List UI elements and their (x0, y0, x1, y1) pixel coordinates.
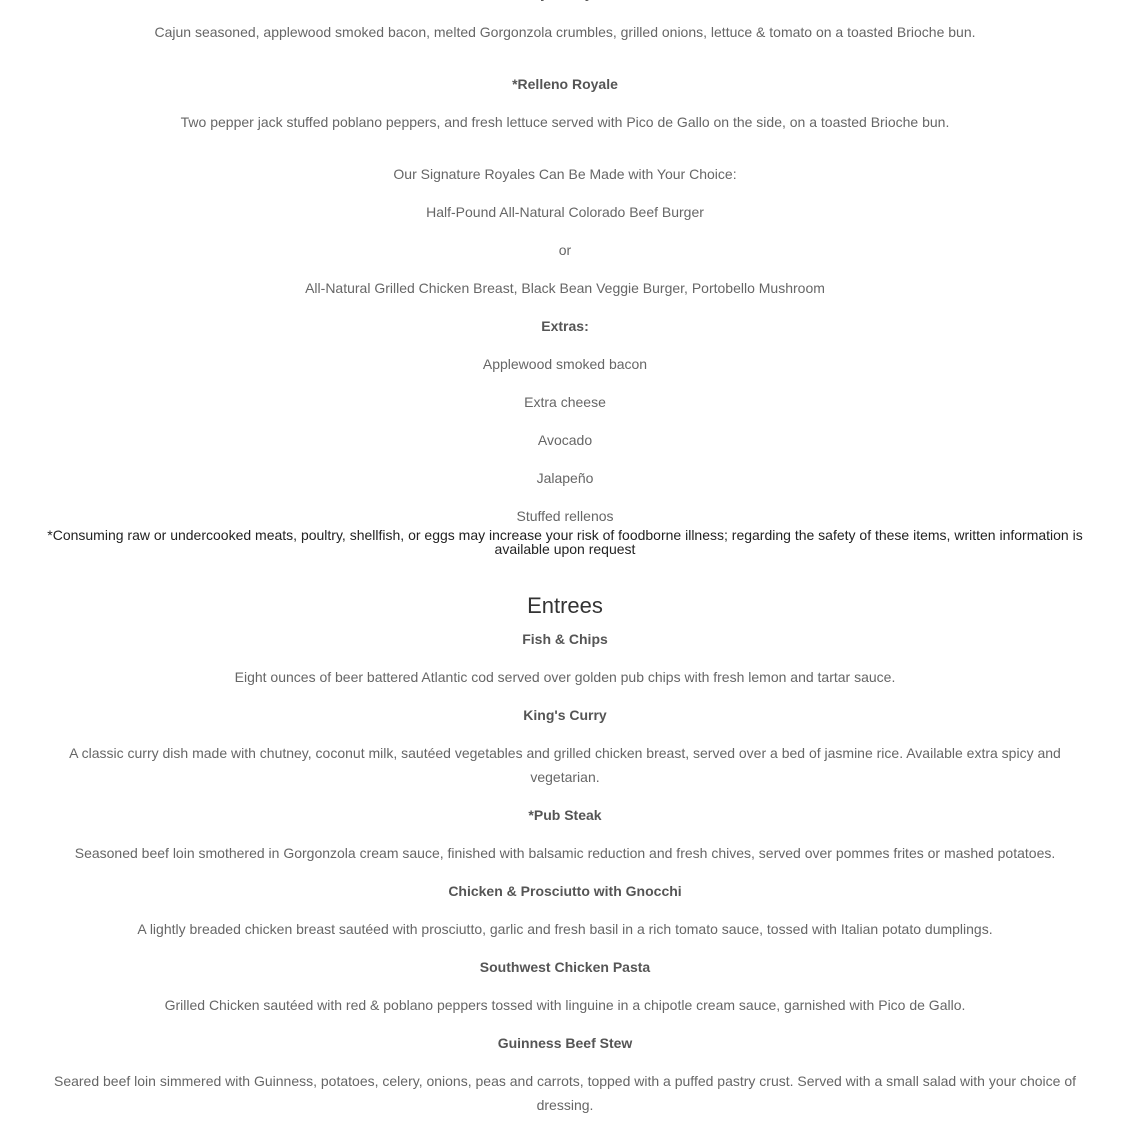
cajun-royale-description: Cajun seasoned, applewood smoked bacon, melted Gorgonzola crumbles, grilled onions, lettuce & tomato on a toasted Brioche bun. (154, 24, 976, 40)
entree-description: Grilled Chicken sautéed with red & poblano peppers tossed with linguine in a chipotle cream sauce, garnished with Pico de Gallo. (164, 997, 966, 1013)
relleno-royale-description: Two pepper jack stuffed poblano peppers, and fresh lettuce served with Pico de Gallo on the side, on a toasted Brioche bun. (180, 114, 950, 130)
relleno-royale-title: *Relleno Royale (512, 76, 618, 92)
choice-or: or (558, 242, 572, 258)
entree-description: Seasoned beef loin smothered in Gorgonzola cream sauce, finished with balsamic reduction and fresh chives, served over pommes frites or mashed potatoes. (74, 845, 1056, 861)
extra-item: Avocado (537, 432, 593, 448)
choice-other-proteins: All-Natural Grilled Chicken Breast, Black Bean Veggie Burger, Portobello Mushroom (305, 280, 825, 296)
entree-title-guinness-beef-stew: Guinness Beef Stew (497, 1035, 633, 1051)
extra-item: Jalapeño (536, 470, 594, 486)
entree-title-kings-curry: King's Curry (523, 707, 607, 723)
cajun-royale-title (0, 0, 1130, 5)
extra-item: Stuffed rellenos (516, 508, 614, 524)
extra-item: Applewood smoked bacon (482, 356, 648, 372)
extra-item: Extra cheese (524, 394, 606, 410)
entree-description-continued: vegetarian. (530, 769, 600, 785)
entree-description: A lightly breaded chicken breast sautéed with prosciutto, garlic and fresh basil in a rich tomato sauce, tossed with Italian potato dumplings. (137, 921, 993, 937)
entrees-heading: Entrees (527, 593, 603, 618)
entree-description: Seared beef loin simmered with Guinness, potatoes, celery, onions, peas and carrots, topped with a puffed pastry crust. Served with a small salad with your choice of (53, 1073, 1076, 1089)
entree-description-continued: dressing. (536, 1097, 594, 1113)
signature-royales-intro: Our Signature Royales Can Be Made with Your Choice: (393, 166, 737, 182)
entree-description: Eight ounces of beer battered Atlantic cod served over golden pub chips with fresh lemon and tartar sauce. (234, 669, 896, 685)
entree-title-chicken-prosciutto-gnocchi: Chicken & Prosciutto with Gnocchi (448, 883, 682, 899)
entree-title-fish-and-chips: Fish & Chips (522, 631, 608, 647)
entree-title-southwest-chicken-pasta: Southwest Chicken Pasta (479, 959, 651, 975)
choice-beef-burger: Half-Pound All-Natural Colorado Beef Burger (426, 204, 704, 220)
entree-title-pub-steak: *Pub Steak (528, 807, 602, 823)
food-safety-notice: *Consuming raw or undercooked meats, poultry, shellfish, or eggs may increase your risk of foodborne illness; regarding the safety of these items, written information is available upon request (47, 527, 1083, 557)
extras-title: Extras: (541, 318, 589, 334)
entree-description: A classic curry dish made with chutney, coconut milk, sautéed vegetables and grilled chicken breast, served over a bed of jasmine rice. Available extra spicy and (69, 745, 1061, 761)
